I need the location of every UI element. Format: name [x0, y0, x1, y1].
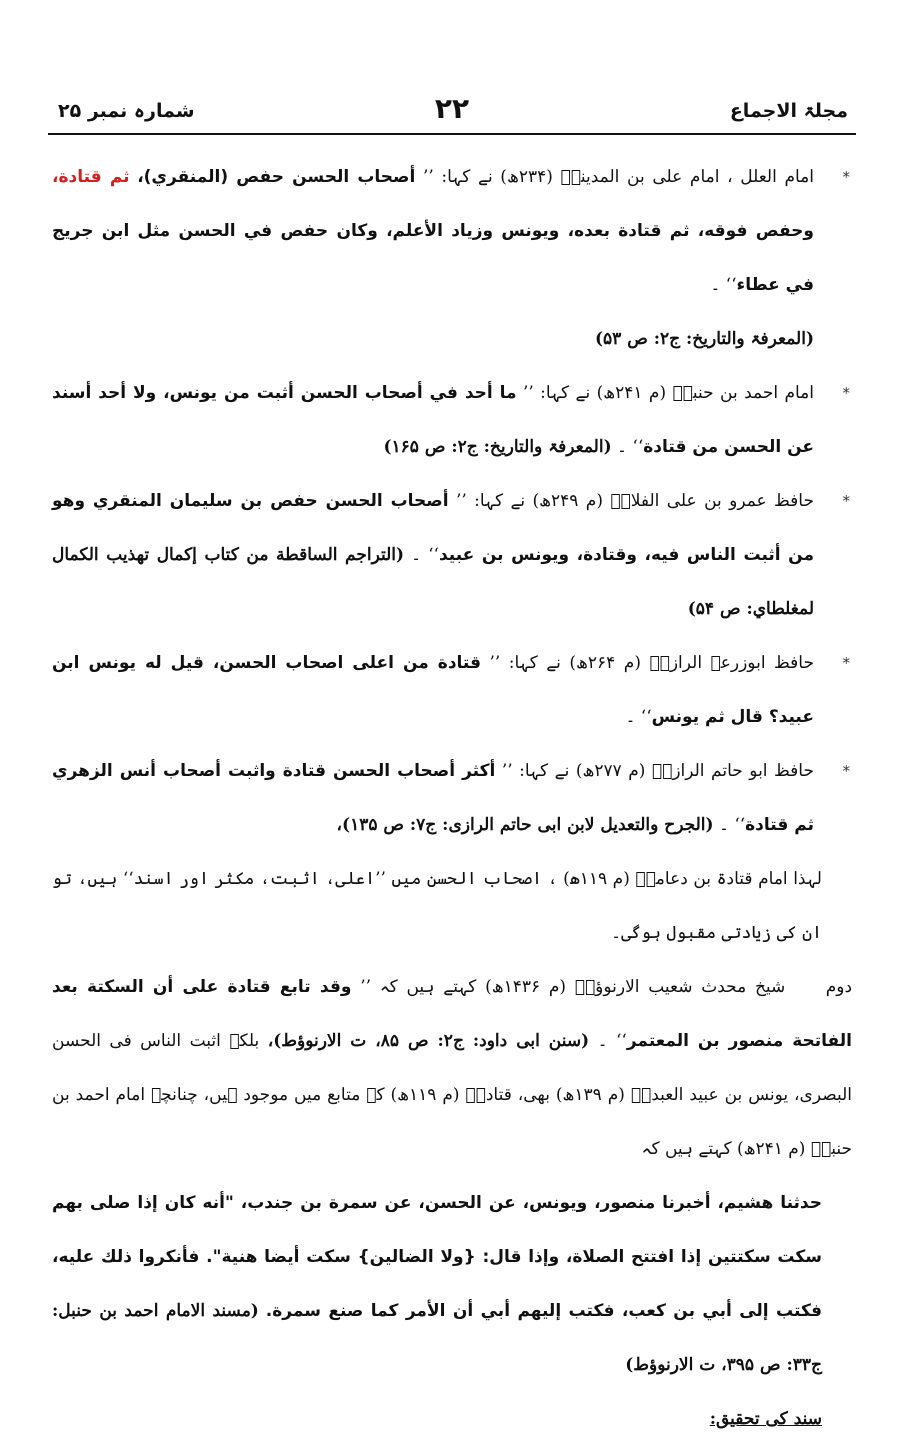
- reference: (الجرح والتعدیل لابن ابی حاتم الرازی: ج۷: ص ۱۳۵)،: [336, 815, 714, 835]
- reference: (سنن ابی داود: ج۲: ص ۸۵، ت الارنوؤط)،: [267, 1031, 590, 1051]
- arabic-quote-continued: وحفص فوقه، ثم قتادة بعده، ويونس وزياد الأعلم، وكان حفص في الحسن مثل ابن جريج في عطاء: [52, 221, 814, 295]
- reference: (مسند الامام احمد بن حنبل: ج۳۳: ص ۳۹۵، ت الارنوؤط): [52, 1301, 822, 1375]
- bullet-mark: *: [842, 384, 850, 402]
- article-body: [52, 150, 852, 1446]
- quote-close: ‘‘ ۔: [597, 1031, 627, 1051]
- section-label: دوم: [825, 977, 853, 997]
- arabic-quote: وقد تابع قتادة على أن السكتة بعد الفاتحة منصور بن المعتمر: [52, 977, 852, 1051]
- page-number: ۲۲: [434, 92, 470, 125]
- reference: (المعرفۃ والتاریخ: ج۲: ص ۵۳): [595, 329, 814, 349]
- journal-title: مجلۃ الاجماع: [729, 100, 848, 122]
- quote-item-5: [52, 744, 852, 852]
- quote-close: ‘‘ ۔: [617, 437, 644, 457]
- bullet-mark: *: [842, 762, 850, 780]
- narrator-intro: حافظ عمرو بن علی الفلاسؒ (م ۲۴۹ھ) نے کہا: ’’: [455, 491, 814, 511]
- narrator-intro: امام احمد بن حنبلؒ (م ۲۴۱ھ) نے کہا: ’’: [522, 383, 815, 403]
- arabic-quote: ما أحد في أصحاب الحسن أثبت من يونس، ولا أحد أسند عن الحسن من قتادة: [52, 383, 814, 457]
- quote-item-3: [52, 474, 852, 636]
- quote-item-2: [52, 366, 852, 474]
- hadith-text: حدثنا هشيم، أخبرنا منصور، ويونس، عن الحسن، عن سمرة بن جندب، "أنه كان إذا صلى بهم سكت سكتتين إذا افتتح الصلاة، وإذا قال: {ولا الضالين} سكت أيضا هنية". فأنكروا ذلك عليه، فكتب إلى أبي بن كعب، فكتب إليهم أبي أن الأمر كما صنع سمرة.: [52, 1193, 822, 1321]
- quote-close: ‘‘ ۔: [718, 815, 746, 835]
- reference: (المعرفۃ والتاریخ: ج۲: ص ۱۶۵): [383, 437, 612, 457]
- page-header: [48, 92, 856, 132]
- conclusion-paragraph: لہذا امام قتادۃ بن دعامۃؒ (م ۱۱۹ھ) ، اصحاب الحسن میں ’’اعلی، اثبت، مکثر اور اسند‘‘ ہیں، تو ان کی زیادتی مقبول ہوگی۔: [52, 869, 822, 943]
- narrator-intro: امام العلل ، امام علی بن المدینیؒ (۲۳۴ھ) نے کہا: ’’: [422, 167, 814, 187]
- quote-item-4: [52, 636, 852, 744]
- section-intro: شیخ محدث شعیب الارنوؤطؒ (م ۱۴۳۶ھ) کہتے ہیں کہ ’’: [360, 977, 786, 997]
- quote-close: ‘‘ ۔: [625, 707, 652, 727]
- quote-item-1: [52, 150, 852, 366]
- header-rule: [48, 133, 856, 135]
- section-two: [52, 960, 852, 1176]
- quote-close: ‘‘ ۔: [411, 545, 439, 565]
- narrator-intro: حافظ ابو حاتم الرازیؒ (م ۲۷۷ھ) نے کہا: ’’: [501, 761, 814, 781]
- arabic-quote: أكثر أصحاب الحسن قتادة واثبت أصحاب أنس الزهري ثم قتادة: [52, 761, 814, 835]
- reference: (التراجم الساقطة من كتاب إكمال تهذيب الكمال لمغلطاي: ص ۵۴): [52, 545, 814, 619]
- bullet-mark: *: [842, 492, 850, 510]
- issue-number: شمارہ نمبر ۲۵: [58, 100, 195, 122]
- section-heading: سند کی تحقیق:: [709, 1409, 822, 1429]
- arabic-quote: أصحاب الحسن حفص بن سليمان المنقري وهو من أثبت الناس فيه، وقتادة، ويونس بن عبيد: [52, 491, 814, 565]
- quote-close: ‘‘ ۔: [710, 275, 737, 295]
- bullet-mark: *: [842, 168, 850, 186]
- highlighted-quote: ثم قتادة،: [52, 167, 130, 187]
- narrator-intro: حافظ ابوزرعۃ الرازیؒ (م ۲۶۴ھ) نے کہا: ’’: [489, 653, 814, 673]
- bullet-mark: *: [842, 654, 850, 672]
- section-continuation: بلکہ اثبت الناس فی الحسن البصری، یونس بن عبید العبدیؒ (م ۱۳۹ھ) بھی، قتادہؒ (م ۱۱۹ھ) کے متابع میں موجود ہیں، چنانچہ امام احمد بن حنبلؒ (م ۲۴۱ھ) کہتے ہیں کہ: [52, 1031, 852, 1159]
- arabic-quote: أصحاب الحسن حفص (المنقري)،: [137, 167, 416, 187]
- hadith-paragraph: [52, 1176, 852, 1446]
- arabic-quote: قتادة من اعلى اصحاب الحسن، قيل له يونس ابن عبيد؟ قال ثم يونس: [52, 653, 814, 727]
